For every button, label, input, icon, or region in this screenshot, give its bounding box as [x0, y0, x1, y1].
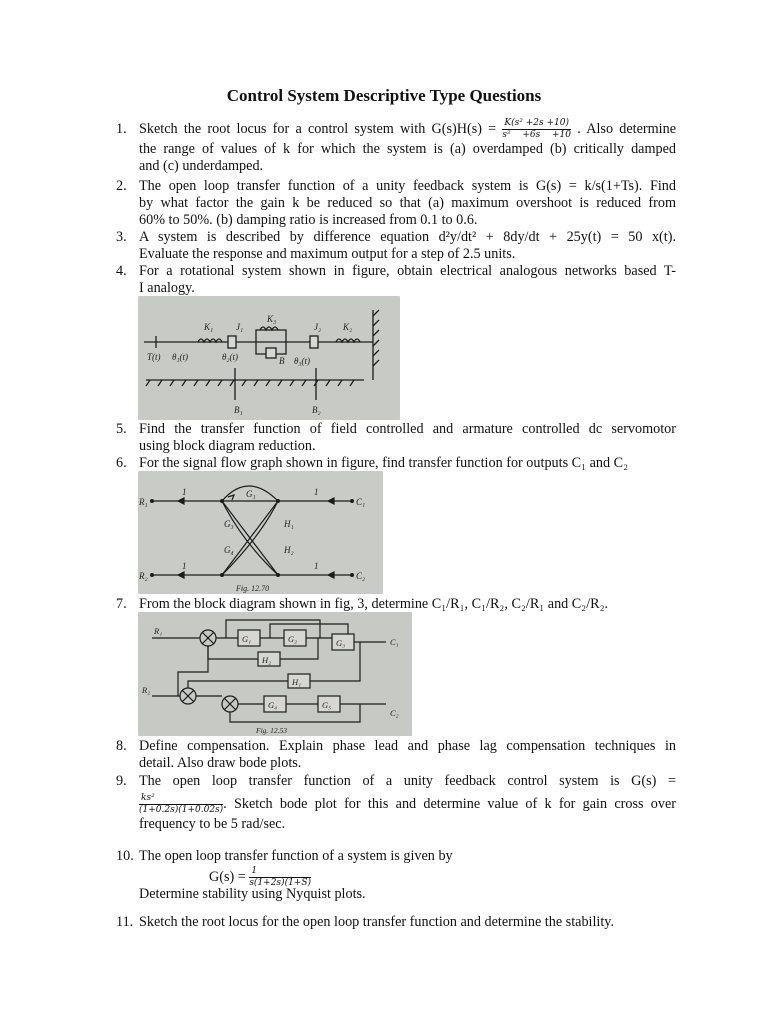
fraction: $\frac{1}{s(1+2s)(1+S)}$ [249, 866, 312, 889]
question-line: $\frac{\text{ks²}}{(1+0.2s)(1+0.02s)}$ . Sketch bode plot for this and determine value of k for gain cross over [139, 793, 676, 816]
figure-label: H₂ [284, 545, 294, 555]
question-2 [116, 178, 676, 229]
question-line: Find the transfer function of field controlled and armature controlled dc servomotor [139, 421, 676, 437]
rotational-system-figure [138, 296, 400, 420]
figure-label: G₃ [224, 519, 234, 529]
question-number: 11. [116, 914, 134, 930]
figure-label: 1 [182, 487, 187, 497]
figure-label: G₄ [268, 700, 278, 710]
question-line: frequency to be 5 rad/sec. [139, 816, 286, 832]
figure-label: B₂ [312, 405, 321, 415]
question-number: 5. [116, 421, 127, 437]
figure-label: K₂ [343, 322, 353, 332]
figure-label: H₁ [292, 677, 302, 687]
question-line: Determine stability using Nyquist plots. [139, 886, 366, 902]
figure-label: 1 [314, 561, 319, 571]
figure-label: θ₂(t) [222, 352, 239, 362]
question-line: Evaluate the response and maximum output for a step of 2.5 units. [139, 246, 516, 262]
fraction: $\frac{\text{K(s² +2s +10)}}{\text{s² +6s +10}}$ [502, 118, 571, 141]
question-number: 10. [116, 848, 134, 864]
page-title: Control System Descriptive Type Questions [226, 86, 542, 105]
question-line: G(s) = $\frac{1}{s(1+2s)(1+S)}$ [209, 866, 312, 889]
figure-label: θ₃(t) [294, 356, 311, 366]
block-diagram-figure [138, 612, 412, 736]
figure-label: θ₁(t) [172, 352, 189, 362]
signal-flow-graph-figure [138, 471, 383, 594]
figure-label: R₁ [154, 626, 163, 636]
question-number: 4. [116, 263, 127, 279]
figure-label: G₅ [322, 700, 332, 710]
question-line: 60% to 50%. (b) damping ratio is increased from 0.1 to 0.6. [139, 212, 478, 228]
figure-label: K₃ [267, 314, 277, 324]
figure-label: H₁ [284, 519, 294, 529]
question-number: 1. [116, 121, 127, 137]
figure-caption: Fig. 12.53 [256, 726, 288, 735]
question-line: and (c) underdamped. [139, 158, 264, 175]
question-1 [116, 118, 676, 175]
figure-label: C₁ [356, 497, 366, 507]
question-7 [116, 596, 676, 613]
figure-label: C₁ [390, 637, 399, 647]
figure-label: G₃ [336, 638, 346, 648]
question-number: 7. [116, 596, 127, 612]
figure-label: G₁ [246, 489, 256, 499]
question-3 [116, 229, 676, 263]
question-number: 6. [116, 455, 127, 471]
figure-label: 1 [182, 561, 187, 571]
question-line: For a rotational system shown in figure, obtain electrical analogous networks based T- [139, 263, 676, 279]
question-number: 8. [116, 738, 127, 754]
question-9 [116, 773, 676, 833]
figure-label: K₁ [204, 322, 214, 332]
question-10 [116, 848, 676, 903]
question-line: A system is described by difference equation d²y/dt² + 8dy/dt + 25y(t) = 50 x(t). [139, 229, 676, 245]
figure-label: H₂ [262, 655, 272, 665]
figure-caption: Fig. 12.70 [236, 584, 270, 593]
question-number: 9. [116, 773, 127, 789]
figure-label: G₁ [242, 634, 252, 644]
question-line: The open loop transfer function of a unity feedback system is G(s) = k/s(1+Ts). Find [139, 178, 676, 194]
question-8 [116, 738, 676, 772]
figure-label: B [279, 356, 285, 366]
question-line: Sketch the root locus for a control system with G(s)H(s) = $\frac{\text{K(s² +2s +10)}}{\text{s² +6s +10}}$ . Also determine [139, 118, 676, 141]
fraction: $\frac{\text{ks²}}{(1+0.2s)(1+0.02s)}$ [139, 793, 224, 816]
question-line: The open loop transfer function of a system is given by [139, 848, 453, 864]
figure-label: 1 [314, 487, 319, 497]
figure-label: G₂ [288, 634, 298, 644]
figure-label: R₁ [139, 497, 148, 507]
figure-label: J₂ [314, 322, 322, 332]
question-line: I analogy. [139, 280, 195, 296]
question-6 [116, 455, 676, 472]
figure-label: T(t) [147, 352, 161, 362]
figure-label: R₂ [142, 685, 151, 695]
question-line: Sketch the root locus for the open loop transfer function and determine the stability. [139, 914, 615, 930]
question-line: The open loop transfer function of a unity feedback control system is G(s) = [139, 773, 676, 789]
question-11 [116, 914, 676, 931]
question-number: 3. [116, 229, 127, 245]
question-line: From the block diagram shown in fig, 3, determine C₁/R₁, C₁/R₂, C₂/R₁ and C₂/R₂. [139, 596, 609, 612]
question-4 [116, 263, 676, 297]
figure-label: C₂ [390, 708, 399, 718]
question-line: the range of values of k for which the system is (a) overdamped (b) critically damped [139, 141, 676, 158]
question-5 [116, 421, 676, 455]
question-line: using block diagram reduction. [139, 438, 316, 454]
figure-label: J₁ [236, 322, 244, 332]
question-line: detail. Also draw bode plots. [139, 755, 302, 771]
question-number: 2. [116, 178, 127, 194]
question-line: Define compensation. Explain phase lead and phase lag compensation techniques in [139, 738, 676, 754]
figure-label: C₂ [356, 571, 366, 581]
figure-label: G₄ [224, 545, 234, 555]
question-line: For the signal flow graph shown in figure, find transfer function for outputs C₁ and C₂ [139, 455, 629, 471]
figure-label: B₁ [234, 405, 243, 415]
question-line: by what factor the gain k be reduced so that (a) maximum overshoot is reduced from [139, 195, 676, 211]
figure-label: R₂ [139, 571, 148, 581]
